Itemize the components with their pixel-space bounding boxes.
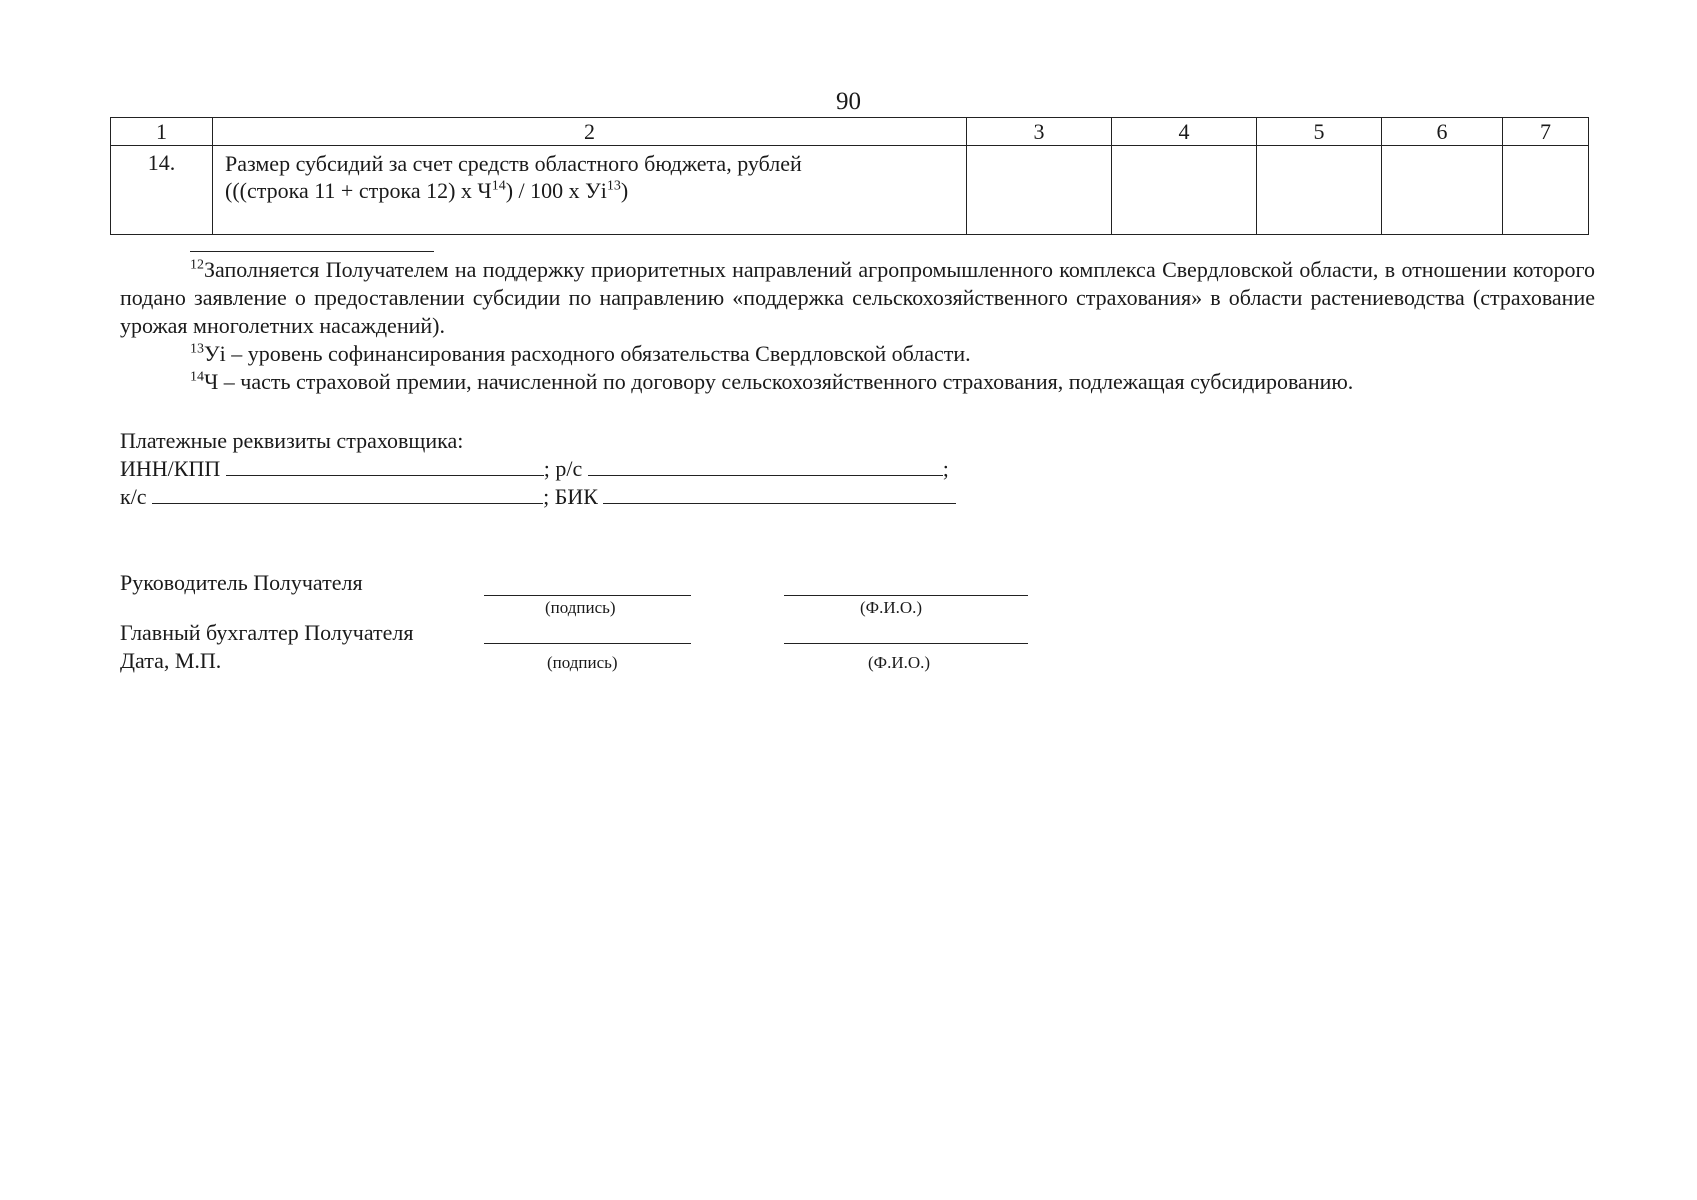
row-formula (225, 177, 956, 204)
column-header: 1 (111, 118, 213, 146)
column-header: 6 (1382, 118, 1503, 146)
requisites-title: Платежные реквизиты страховщика: (120, 428, 464, 453)
footnote-text: Заполняется Получателем на поддержку приоритетных направлений агропромышленного комплекса Свердловской области, в отношении которого подано заявление о предоставлении субсидии по направлению «поддержка сельскохозяйственного страхования» в области растениеводства (страхование урожая многолетних насаждений). (120, 257, 1595, 338)
footnote-13 (120, 340, 1595, 368)
footnote-mark: 12 (190, 257, 204, 273)
head-name-line[interactable] (784, 595, 1028, 596)
column-header: 5 (1257, 118, 1382, 146)
name-caption: (Ф.И.О.) (860, 598, 923, 617)
date-label: Дата, М.П. (120, 648, 222, 673)
inn-field[interactable] (226, 455, 544, 476)
signatures-block (120, 565, 1120, 685)
empty-cell (967, 146, 1112, 235)
empty-cell (1382, 146, 1503, 235)
payment-requisites (120, 427, 956, 511)
footnote-12 (120, 256, 1595, 340)
footnote-mark: 14 (190, 369, 204, 385)
formula-sup1: 14 (491, 178, 506, 194)
inn-label: ИНН/КПП (120, 456, 221, 481)
footnote-text: Ч – часть страховой премии, начисленной по договору сельскохозяйственного страхования, подлежащая субсидированию. (204, 369, 1354, 394)
row-description-line1: Размер субсидий за счет средств областного бюджета, рублей (225, 151, 802, 176)
formula-part3: ) (620, 178, 629, 203)
formula-sup2: 13 (606, 178, 621, 194)
footnote-text: Уi – уровень софинансирования расходного обязательства Свердловской области. (204, 341, 971, 366)
column-header: 3 (967, 118, 1112, 146)
bik-field[interactable] (603, 483, 956, 504)
accountant-label: Главный бухгалтер Получателя (120, 620, 414, 645)
rs-label: ; р/с (543, 456, 583, 481)
column-header: 7 (1503, 118, 1589, 146)
ks-label: к/с (120, 484, 147, 509)
signature-caption: (подпись) (545, 598, 616, 617)
table-row (111, 146, 1589, 235)
footnote-separator (190, 251, 434, 252)
requisites-line-inn (120, 455, 956, 483)
head-signature-line[interactable] (484, 595, 691, 596)
column-header: 4 (1112, 118, 1257, 146)
signature-caption: (подпись) (547, 653, 618, 672)
rs-field[interactable] (588, 455, 943, 476)
row-description (213, 146, 967, 235)
requisites-line-ks (120, 483, 956, 511)
footnotes (120, 256, 1595, 396)
row-number: 14. (111, 146, 213, 235)
form-table (110, 117, 1589, 235)
bik-label: ; БИК (543, 484, 598, 509)
formula-part1: (((строка 11 + строка 12) x Ч (225, 178, 492, 203)
empty-cell (1257, 146, 1382, 235)
column-header: 2 (213, 118, 967, 146)
footnote-14 (120, 368, 1595, 396)
empty-cell (1112, 146, 1257, 235)
head-label: Руководитель Получателя (120, 570, 363, 595)
ks-field[interactable] (152, 483, 543, 504)
footnote-mark: 13 (190, 341, 204, 357)
formula-part2: ) / 100 x Уi (505, 178, 607, 203)
accountant-signature-line[interactable] (484, 643, 691, 644)
empty-cell (1503, 146, 1589, 235)
accountant-name-line[interactable] (784, 643, 1028, 644)
name-caption: (Ф.И.О.) (868, 653, 931, 672)
end-semicolon: ; (942, 456, 949, 481)
table-header-row (111, 118, 1589, 146)
page-number: 90 (836, 88, 861, 115)
